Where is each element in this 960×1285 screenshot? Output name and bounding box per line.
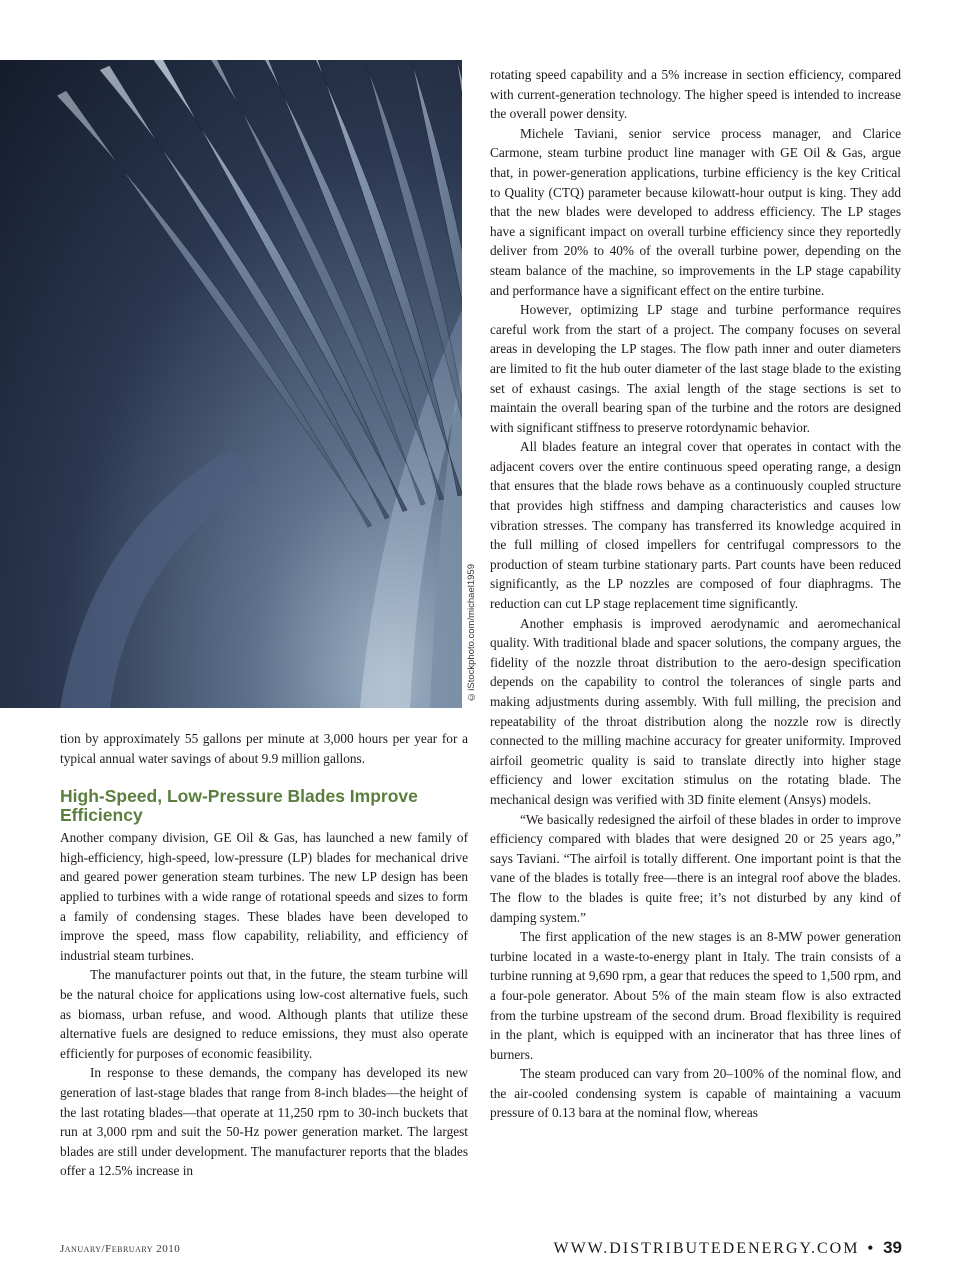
continued-paragraph: tion by approximately 55 gallons per minute at 3,000 hours per year for a typical annual water savings of about 9.9 million gallons. — [60, 731, 468, 766]
body-paragraph: In response to these demands, the company has developed its new generation of last-stage blades that range from 8-inch blades—the height of the last rotating blades—that operate at 11,250 rpm to 30-inch buckets that run at 3,000 rpm and suit the 50-Hz power generation market. The largest blades are still under development. The manufacturer reports that the blades offer a 12.5% increase in — [60, 1065, 468, 1179]
photo-credit — [462, 60, 480, 708]
photo-credit-text: ©iStockphoto.com/michael1959 — [465, 564, 477, 702]
section-heading: High-Speed, Low-Pressure Blades Improve Efficiency — [60, 786, 418, 826]
page-footer — [553, 1238, 902, 1258]
body-paragraph: However, optimizing LP stage and turbine performance requires careful work from the start of a project. The company focuses on several areas in developing the LP stages. The flow path inner and outer diameters are limited to fit the hub outer diameter of the last stage blade to the existing set of exhaust casings. The axial length of the stage sections is set to maintain the overall bearing span of the turbine and the rotors are designed with significant stiffness to preserve rotordynamic behavior. — [490, 302, 901, 435]
turbine-blades-illustration — [0, 60, 462, 708]
body-paragraph: Michele Taviani, senior service process manager, and Clarice Carmone, steam turbine product line manager with GE Oil & Gas, argue that, in power-generation applications, turbine efficiency is the key Critical to Quality (CTQ) parameter because kilowatt-hour output is king. They add that the new blades were developed to address efficiency. The LP stages have a significant impact on overall turbine efficiency since they reportedly deliver from 20% to 40% of the overall turbine power, depending on the steam balance of the machine, so improvements in the LP stage capability and performance have a significant effect on the entire turbine. — [490, 125, 901, 298]
body-paragraph: All blades feature an integral cover that operates in contact with the adjacent covers over the entire continuous speed operating range, a design that ensures that the blade rows behave as a continuously coupled structure that provides high stiffness and damping characteristics and causes low vibration stresses. The company has transferred its knowledge acquired in the full milling of closed impellers for centrifugal compressors to the production of steam turbine stationary parts. Part counts have been reduced significantly, as the LP nozzles are composed of four diaphragms. The reduction can cut LP stage replacement time significantly. — [490, 439, 901, 612]
body-paragraph: The first application of the new stages is an 8-MW power generation turbine located in a waste-to-energy plant in Italy. The train consists of a turbine running at 9,690 rpm, a gear that reduces the speed to 1,500 rpm, and a four-pole generator. About 5% of the main steam flow is also extracted from the turbine upstream of the second drum. Broad flexibility is required in the plant, which is equipped with an incinerator that has three lines of burners. — [490, 929, 901, 1062]
body-paragraph: “We basically redesigned the airfoil of these blades in order to improve efficiency compared with blades that were designed 20 or 25 years ago,” says Taviani. “The airfoil is totally different. One important point is that the vane of the blades is totally free—there is an integral roof above the blades. The flow to the blades is quite free; it’s not disturbed by any kind of damping system.” — [490, 811, 901, 925]
footer-separator: • — [867, 1240, 876, 1257]
body-paragraph: The steam produced can vary from 20–100% of the nominal flow, and the air-cooled condensing system is capable of maintaining a vacuum pressure of 0.13 bara at the nominal flow, whereas — [490, 1066, 901, 1121]
page-number: 39 — [883, 1238, 902, 1257]
website-link[interactable]: WWW.DISTRIBUTEDENERGY.COM — [553, 1240, 860, 1257]
issue-date: January/February 2010 — [60, 1243, 181, 1255]
body-paragraph: The manufacturer points out that, in the future, the steam turbine will be the natural choice for applications using low-cost alternative fuels, such as biomass, urban refuse, and wood. Although plants that utilize these alternative fuels are designed to reduce emissions, they must also operate efficiently for purposes of economic feasibility. — [60, 967, 468, 1061]
body-paragraph: Another emphasis is improved aerodynamic and aeromechanical quality. With traditional blade and spacer solutions, the company argues, the fidelity of the nozzle throat distribution to the aero-design specification depends on the capability to control the tolerances of single parts and making adjustments during assembly. With full milling, the precision and repeatability of the throat distribution along the nozzle row is directly connected to the milling machine accuracy for greater uniformity. Improved airfoil geometric quality is said to translate directly into higher stage efficiency and lower excitation stimulus on the rotating blade. The mechanical design was verified with 3D finite element (Ansys) models. — [490, 615, 901, 807]
body-paragraph: Another company division, GE Oil & Gas, has launched a new family of high-efficiency, high-speed, low-pressure (LP) blades for mechanical drive and geared power generation steam turbines. The new LP design has been applied to turbines with a wide range of rotational speeds and sizes to form a family of condensing stages. These blades have been developed to improve the speed, mass flow capability, reliability, and efficiency of industrial steam turbines. — [60, 830, 468, 963]
left-column — [60, 729, 468, 1181]
continued-paragraph: rotating speed capability and a 5% increase in section efficiency, compared with current-generation technology. The higher speed is intended to increase the overall power density. — [490, 67, 901, 122]
turbine-blades-photo — [0, 60, 462, 708]
right-column — [490, 65, 901, 1123]
turbine-blade — [189, 60, 425, 505]
